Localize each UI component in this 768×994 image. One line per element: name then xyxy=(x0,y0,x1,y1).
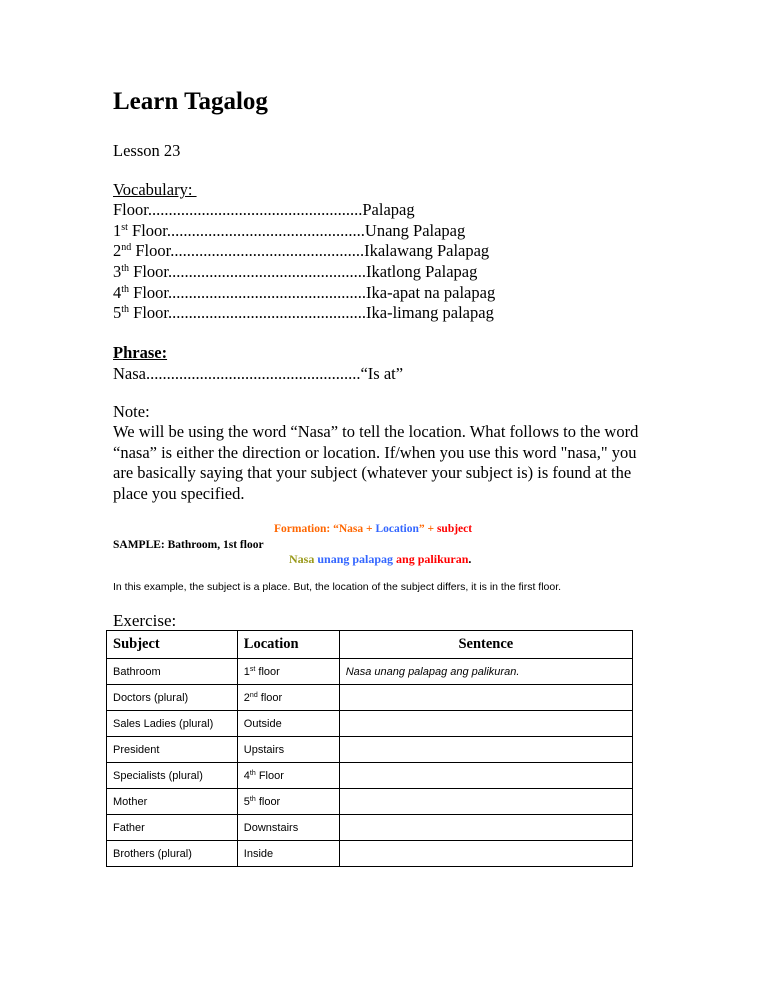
cell-sentence xyxy=(339,841,632,867)
location-ordinal: 4 xyxy=(243,769,250,782)
cell-location xyxy=(237,659,339,685)
location-text: Downstairs xyxy=(243,821,299,834)
cell-location xyxy=(237,685,339,711)
vocab-term: Floor xyxy=(113,200,148,219)
cell-location xyxy=(237,711,339,737)
formation-line xyxy=(274,523,472,535)
location-ordinal: 2 xyxy=(243,691,250,704)
cell-location xyxy=(237,789,339,815)
lesson-number: Lesson 23 xyxy=(113,141,181,160)
location-text: Outside xyxy=(243,717,282,730)
exercise-table xyxy=(106,630,633,867)
phrase-row xyxy=(113,364,403,384)
cell-sentence xyxy=(339,815,632,841)
vocab-ordinal: 4 xyxy=(113,283,122,302)
cell-subject: President xyxy=(107,737,238,763)
vocab-ordinal: 2 xyxy=(113,241,122,260)
vocab-ordinal: 3 xyxy=(113,262,122,281)
table-row xyxy=(107,841,633,867)
cell-sentence xyxy=(339,737,632,763)
note-body: We will be using the word “Nasa” to tell the location. What follows to the word “nasa” is either the direction or location. If/when you use this word "nasa," you are basically saying that your subject (whatever your subject is) is found at the place you specified. xyxy=(113,422,639,503)
location-ordinal-suffix: th xyxy=(249,769,256,777)
table-row xyxy=(107,659,633,685)
formation-subject: subject xyxy=(436,523,473,535)
header-sentence: Sentence xyxy=(339,631,632,659)
sample-period: . xyxy=(468,552,472,566)
cell-subject: Doctors (plural) xyxy=(107,685,238,711)
vocab-translation: Unang Palapag xyxy=(364,221,466,240)
vocabulary-item xyxy=(113,283,495,303)
location-ordinal: 1 xyxy=(243,665,250,678)
vocab-translation: Ika-apat na palapag xyxy=(366,283,496,302)
location-text: floor xyxy=(255,665,280,678)
location-ordinal-suffix: nd xyxy=(249,691,258,699)
vocab-term: Floor xyxy=(129,262,169,281)
vocab-term: Floor xyxy=(129,283,169,302)
vocabulary-heading: Vocabulary: xyxy=(113,180,197,199)
cell-location xyxy=(237,841,339,867)
sample-sentence xyxy=(289,552,471,567)
vocab-dots: .................................................... xyxy=(147,200,363,219)
vocab-ordinal-suffix: th xyxy=(121,304,130,315)
location-ordinal-suffix: st xyxy=(249,665,256,673)
cell-sentence xyxy=(339,763,632,789)
cell-subject: Sales Ladies (plural) xyxy=(107,711,238,737)
location-text: floor xyxy=(257,691,283,704)
cell-location xyxy=(237,763,339,789)
vocab-term: Floor xyxy=(129,303,169,322)
table-row xyxy=(107,737,633,763)
sample-label: SAMPLE: Bathroom, 1st floor xyxy=(113,539,264,551)
header-subject: Subject xyxy=(107,631,238,659)
cell-sentence xyxy=(339,685,632,711)
formation-nasa: “Nasa + xyxy=(333,523,376,535)
phrase-term: Nasa xyxy=(113,364,146,383)
table-header-row xyxy=(107,631,633,659)
location-ordinal: 5 xyxy=(243,795,250,808)
vocab-dots: ................................................ xyxy=(166,221,365,240)
vocab-translation: Ikatlong Palapag xyxy=(366,262,478,281)
vocabulary-item xyxy=(113,221,465,241)
table-row xyxy=(107,815,633,841)
header-location: Location xyxy=(237,631,339,659)
location-text: floor xyxy=(255,795,281,808)
vocabulary-item xyxy=(113,241,489,261)
example-explanation: In this example, the subject is a place. But, the location of the subject differs, it is in the first floor. xyxy=(113,581,562,593)
cell-location xyxy=(237,815,339,841)
vocab-dots: ................................................ xyxy=(168,283,367,302)
cell-subject: Brothers (plural) xyxy=(107,841,238,867)
table-row xyxy=(107,789,633,815)
vocab-dots: ................................................ xyxy=(168,303,367,322)
vocab-dots: ............................................... xyxy=(170,241,365,260)
location-text: Inside xyxy=(243,847,274,860)
vocab-translation: Ikalawang Palapag xyxy=(364,241,490,260)
table-row xyxy=(107,711,633,737)
vocab-translation: Ika-limang palapag xyxy=(366,303,494,322)
cell-location xyxy=(237,737,339,763)
cell-subject: Father xyxy=(107,815,238,841)
vocab-dots: ................................................ xyxy=(168,262,367,281)
vocab-ordinal: 1 xyxy=(113,221,122,240)
sample-nasa: Nasa xyxy=(289,552,318,566)
phrase-dots: .................................................... xyxy=(145,364,361,383)
cell-sentence: Nasa unang palapag ang palikuran. xyxy=(339,659,632,685)
table-row xyxy=(107,763,633,789)
cell-sentence xyxy=(339,789,632,815)
sample-subject: ang palikuran xyxy=(396,552,469,566)
vocab-term: Floor xyxy=(131,241,171,260)
vocab-ordinal-suffix: th xyxy=(121,284,130,295)
formation-prefix: Formation: xyxy=(274,523,334,535)
cell-sentence xyxy=(339,711,632,737)
vocab-ordinal-suffix: nd xyxy=(121,242,132,253)
cell-subject: Specialists (plural) xyxy=(107,763,238,789)
formation-quote-plus: ” + xyxy=(418,523,437,535)
location-ordinal-suffix: th xyxy=(249,795,256,803)
location-text: Floor xyxy=(255,769,284,782)
vocabulary-item xyxy=(113,262,477,282)
table-row xyxy=(107,685,633,711)
vocabulary-item xyxy=(113,303,494,323)
cell-subject: Bathroom xyxy=(107,659,238,685)
cell-subject: Mother xyxy=(107,789,238,815)
vocab-ordinal: 5 xyxy=(113,303,122,322)
exercise-heading: Exercise: xyxy=(113,611,177,630)
sample-location: unang palapag xyxy=(317,552,397,566)
vocab-term: Floor xyxy=(127,221,167,240)
vocab-ordinal-suffix: st xyxy=(121,222,128,233)
formation-location: Location xyxy=(375,523,419,535)
vocabulary-item xyxy=(113,200,415,220)
note-heading: Note: xyxy=(113,402,150,421)
location-text: Upstairs xyxy=(243,743,285,756)
phrase-translation: “Is at” xyxy=(360,364,404,383)
vocab-ordinal-suffix: th xyxy=(121,263,130,274)
page-title: Learn Tagalog xyxy=(113,88,268,115)
vocab-translation: Palapag xyxy=(362,200,415,219)
phrase-heading: Phrase: xyxy=(113,343,168,362)
